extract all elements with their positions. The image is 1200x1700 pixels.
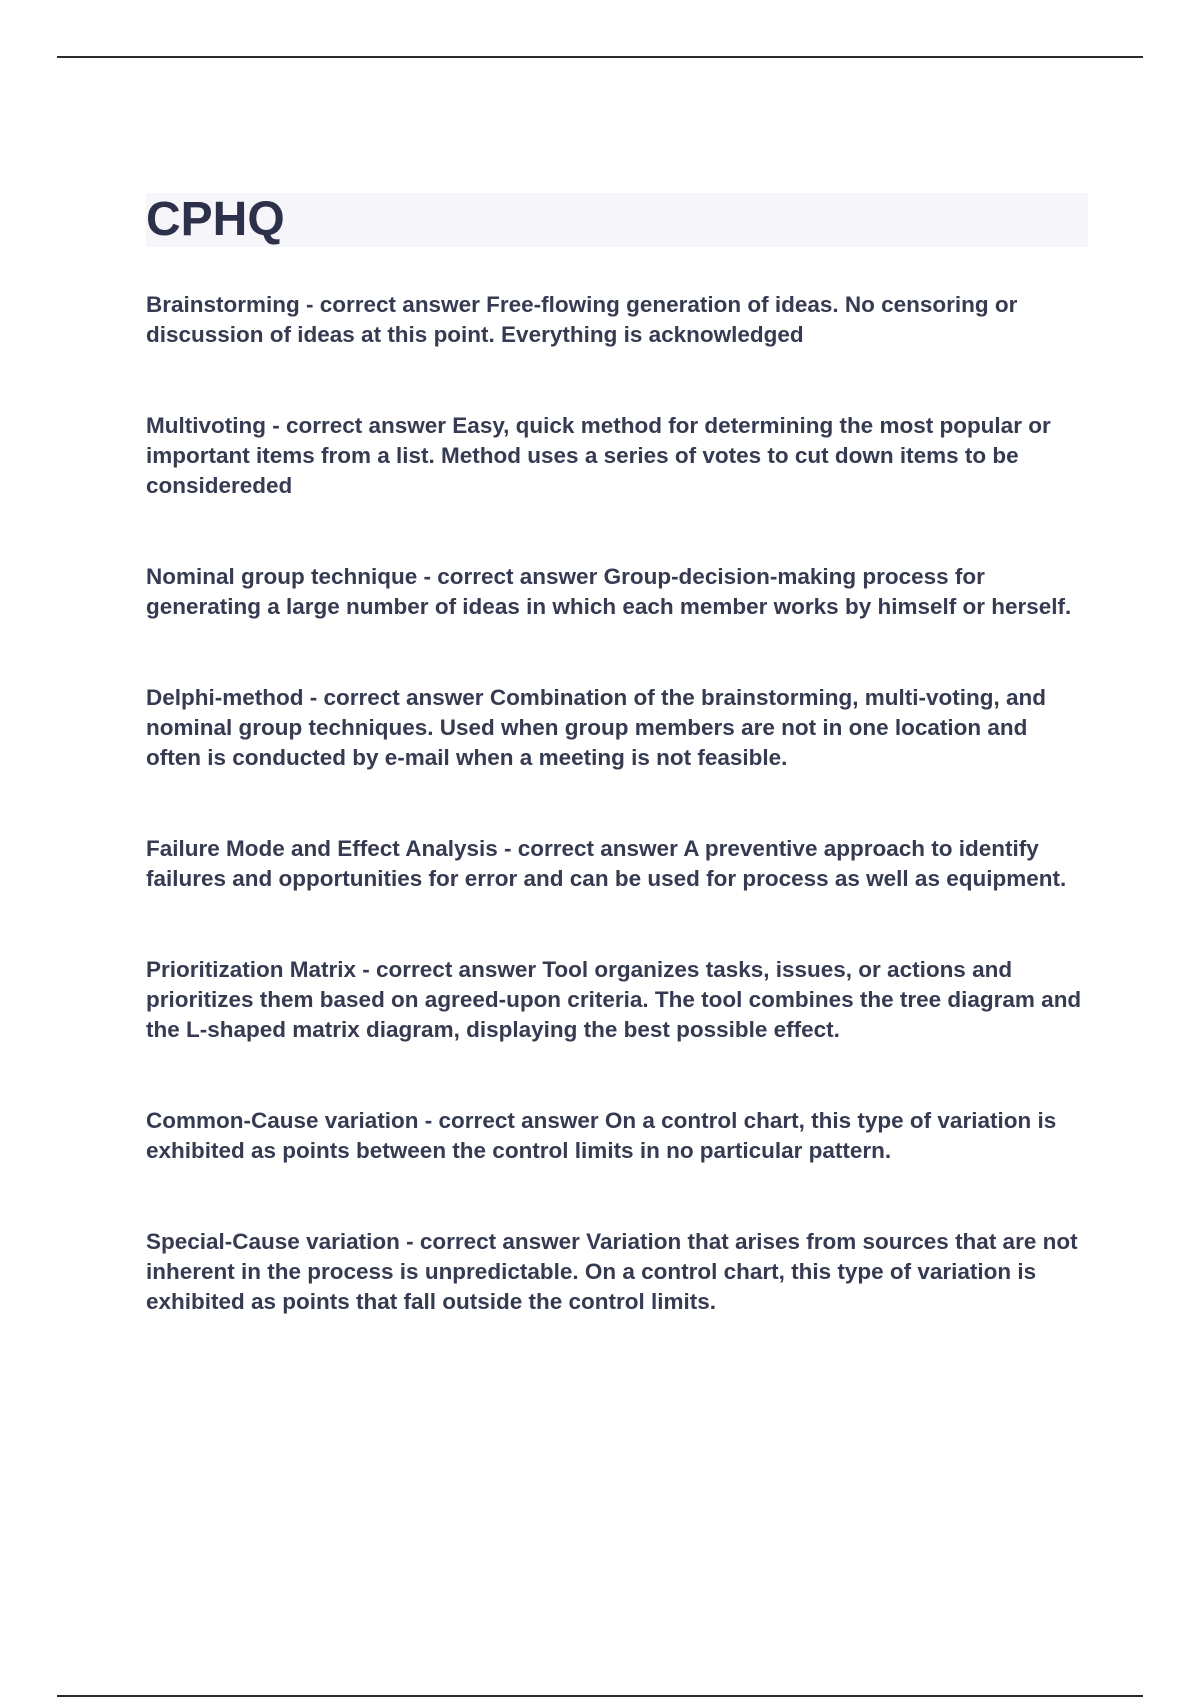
flashcard-entry-special-cause-variation: Special-Cause variation - correct answer Variation that arises from sources that are not inherent in the process is unpredictable. On a control chart, this type of variation is exhibited as points that fall outside the control limits. — [146, 1229, 1078, 1314]
flashcard-entry-delphi-method: Delphi-method - correct answer Combination of the brainstorming, multi-voting, and nominal group techniques. Used when group members are not in one location and often is conducted by e-mail when a meeting is not feasible. — [146, 685, 1047, 770]
flashcard-entry-prioritization-matrix: Prioritization Matrix - correct answer Tool organizes tasks, issues, or actions and prioritizes them based on agreed-upon criteria. The tool combines the tree diagram and the L-shaped matrix diagram, displaying the best possible effect. — [146, 957, 1082, 1042]
top-rule — [57, 56, 1143, 58]
page-title: CPHQ — [146, 193, 285, 246]
flashcard-entry-fmea: Failure Mode and Effect Analysis - correct answer A preventive approach to identify failures and opportunities for error and can be used for process as well as equipment. — [146, 836, 1067, 891]
flashcard-entry-nominal-group-technique: Nominal group technique - correct answer Group-decision-making process for generating a large number of ideas in which each member works by himself or herself. — [146, 564, 1072, 619]
flashcard-list — [146, 290, 1088, 1378]
flashcard-entry-brainstorming: Brainstorming - correct answer Free-flowing generation of ideas. No censoring or discussion of ideas at this point. Everything is acknowledged — [146, 292, 1018, 347]
flashcard-entry-multivoting: Multivoting - correct answer Easy, quick method for determining the most popular or important items from a list. Method uses a series of votes to cut down items to be considereded — [146, 413, 1051, 498]
bottom-rule — [57, 1695, 1143, 1697]
title-band — [146, 193, 1088, 247]
flashcard-entry-common-cause-variation: Common-Cause variation - correct answer On a control chart, this type of variation is exhibited as points between the control limits in no particular pattern. — [146, 1108, 1057, 1163]
